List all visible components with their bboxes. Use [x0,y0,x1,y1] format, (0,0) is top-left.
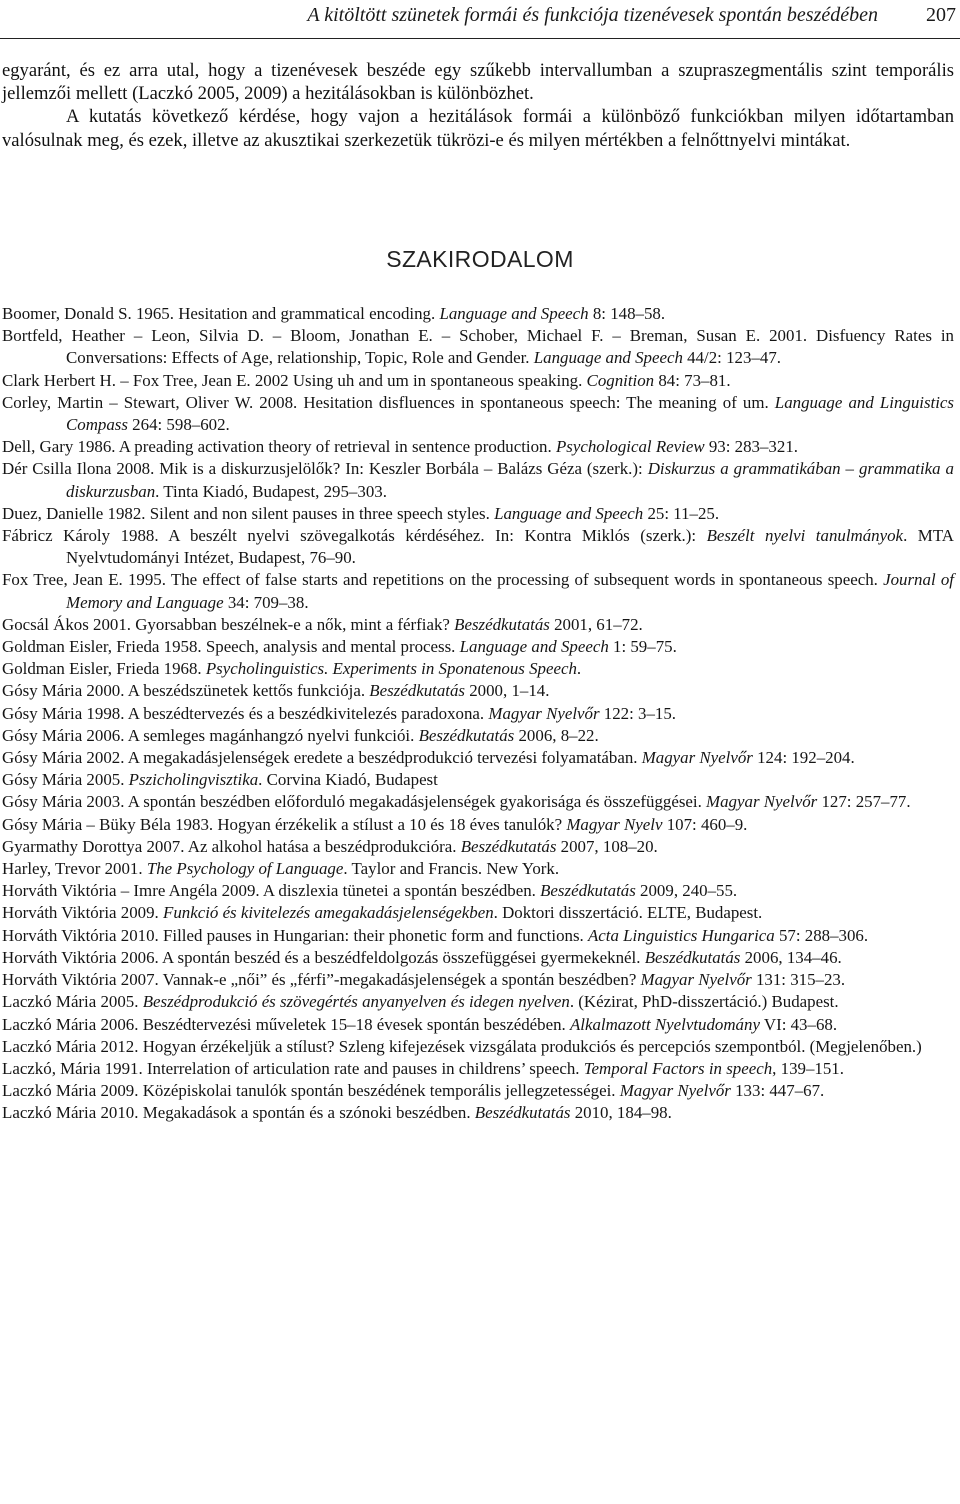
reference-text: 122: 3–15. [599,703,677,723]
reference-list [2,303,954,1125]
reference-text: Gósy Mária 2005. [2,770,129,790]
reference-entry [2,303,954,325]
reference-source: Magyar Nyelvőr [641,748,753,768]
reference-text: Corley, Martin – Stewart, Oliver W. 2008. Hesitation disfluences in spontaneous speech: The meaning of um. [2,392,775,412]
reference-entry [2,1102,954,1124]
reference-source: Acta Linguistics Hungarica [587,925,775,945]
reference-text: Horváth Viktória 2010. Filled pauses in Hungarian: their phonetic form and functions. [2,925,588,945]
reference-entry [2,436,954,458]
reference-text: 2006, 8–22. [514,725,599,745]
reference-text: Gósy Mária 2006. A semleges magánhangzó nyelvi funkciói. [2,725,419,745]
reference-entry [2,814,954,836]
reference-entry [2,1036,954,1058]
reference-entry [2,703,954,725]
reference-text: 2009, 240–55. [635,881,738,901]
reference-text: Gósy Mária 1998. A beszédtervezés és a beszédkivitelezés paradoxona. [2,703,489,723]
reference-text: . (Kézirat, PhD-disszertáció.) Budapest. [569,992,839,1012]
reference-text: 2006, 134–46. [740,947,842,967]
reference-text: 57: 288–306. [774,925,869,945]
reference-text: . Corvina Kiadó, Budapest [258,770,438,790]
reference-text: . Doktori disszertáció. ELTE, Budapest. [493,903,763,923]
reference-text: Laczkó Mária 2006. Beszédtervezési műveletek 15–18 évesek spontán beszédében. [2,1014,570,1034]
reference-entry [2,880,954,902]
reference-entry [2,392,954,436]
reference-text: Goldman Eisler, Frieda 1958. Speech, analysis and mental process. [2,637,460,657]
reference-source: Beszédkutatás [540,881,636,901]
reference-text: Bortfeld, Heather – Leon, Silvia D. – Bloom, Jonathan E. – Schober, Michael F. – Breman, Susan E. 2001. Disfuency Rates in Conversations: Effects of Age, relationship, Topic, Role and Gender. [2,326,954,368]
reference-source: Psychological Review [555,437,705,457]
reference-source: Cognition [586,370,655,390]
reference-entry [2,858,954,880]
reference-source: Magyar Nyelvőr [640,970,752,990]
reference-entry [2,925,954,947]
reference-text: Fábricz Károly 1988. A beszélt nyelvi szövegalkotás kérdéséhez. In: Kontra Miklós (szerk.): [2,526,707,546]
reference-source: Beszélt nyelvi tanulmányok [706,526,904,546]
reference-text: 2010, 184–98. [570,1103,672,1123]
reference-source: Magyar Nyelv [566,814,663,834]
reference-source: Magyar Nyelvőr [488,703,600,723]
reference-source: Diskurzus a grammatikában – grammatika a diskurzusban [66,459,954,501]
reference-text: 2000, 1–14. [465,681,550,701]
reference-text: Gocsál Ákos 2001. Gyorsabban beszélnek-e a nők, mint a férfiak? [2,614,455,634]
reference-text: 264: 598–602. [127,415,230,435]
reference-entry [2,636,954,658]
reference-entry [2,569,954,613]
reference-text: 8: 148–58. [588,304,666,323]
reference-text: Boomer, Donald S. 1965. Hesitation and grammatical encoding. [2,304,440,323]
reference-source: Magyar Nyelvőr [706,792,818,812]
reference-entry [2,902,954,924]
reference-text: Horváth Viktória – Imre Angéla 2009. A diszlexia tünetei a spontán beszédben. [2,881,541,901]
reference-text: 44/2: 123–47. [682,348,781,368]
reference-entry [2,769,954,791]
reference-source: Alkalmazott Nyelvtudomány [569,1014,760,1034]
reference-text: 133: 447–67. [730,1081,825,1101]
reference-entry [2,836,954,858]
reference-source: Funkció és kivitelezés amegakadásjelenségekben [163,903,494,923]
reference-text: Duez, Danielle 1982. Silent and non silent pauses in three speech styles. [2,503,495,523]
reference-text: Laczkó Mária 2005. [2,992,143,1012]
reference-text: 2001, 61–72. [549,614,643,634]
reference-entry [2,1080,954,1102]
reference-source: Beszédkutatás [418,725,515,745]
reference-entry [2,680,954,702]
reference-text: 131: 315–23. [751,970,846,990]
reference-text: . MTA Nyelvtudományi Intézet, Budapest, 76–90. [66,526,954,568]
reference-text: 25: 11–25. [643,503,720,523]
reference-text: Horváth Viktória 2009. [2,903,163,923]
reference-source: Beszédkutatás [474,1103,571,1123]
reference-text: , 139–151. [772,1058,844,1078]
reference-source: Beszédkutatás [454,614,550,634]
reference-entry [2,725,954,747]
running-title: A kitöltött szünetek formái és funkciója tizenévesek spontán beszédében [307,4,878,26]
reference-text: Gyarmathy Dorottya 2007. Az alkohol hatása a beszédprodukcióra. [2,836,461,856]
reference-text: Gósy Mária 2002. A megakadásjelenségek eredete a beszédprodukció tervezési folyamatában. [2,748,642,768]
reference-entry [2,503,954,525]
reference-text: Clark Herbert H. – Fox Tree, Jean E. 2002 Using uh and um in spontaneous speaking. [2,370,587,390]
reference-text: 1: 59–75. [608,637,677,657]
reference-entry [2,1058,954,1080]
reference-text: VI: 43–68. [759,1014,838,1034]
reference-source: Language and Speech [533,348,683,368]
reference-source: Beszédkutatás [644,947,741,967]
reference-entry [2,791,954,813]
reference-text: Laczkó Mária 2012. Hogyan érzékeljük a stílust? Szleng kifejezések vizsgálata produkciós és percepciós szempontból. (Megjelenőben.) [2,1036,922,1056]
reference-source: The Psychology of Language [146,859,344,879]
reference-text: Gósy Mária 2003. A spontán beszédben előforduló megakadásjelenségek gyakorisága és összefüggései. [2,792,707,812]
section-title: SZAKIRODALOM [386,246,574,272]
reference-source: Temporal Factors in speech [583,1058,773,1078]
reference-source: Journal of Memory and Language [66,570,954,612]
reference-source: Psycholinguistics. Experiments in Sponatenous Speech [205,659,577,679]
reference-text: 93: 283–321. [704,437,798,457]
reference-source: Language and Speech [439,304,589,323]
reference-text: Dér Csilla Ilona 2008. Mik is a diskurzusjelölők? In: Keszler Borbála – Balázs Géza (szerk.): [2,459,648,479]
reference-text: Harley, Trevor 2001. [2,859,147,879]
reference-text: 34: 709–38. [223,592,309,612]
reference-entry [2,525,954,569]
reference-entry [2,370,954,392]
reference-text: Fox Tree, Jean E. 1995. The effect of false starts and repetitions on the processing of subsequent words in spontaneous speech. [2,570,884,590]
reference-source: Beszédprodukció és szövegértés anyanyelven és idegen nyelven [142,992,570,1012]
page-number: 207 [926,4,956,26]
reference-source: Language and Speech [459,637,609,657]
body-paragraph: A kutatás következő kérdése, hogy vajon a hezitálások formái a különböző funkciókban milyen időtartamban valósulnak meg, és ezek, illetve az akusztikai szerkezetük tükrözi-e és milyen mértékben a felnőttnyelvi mintákat. [2,106,954,151]
reference-text: 127: 257–77. [817,792,911,812]
reference-text: Goldman Eisler, Frieda 1968. [2,659,206,679]
reference-source: Pszicholingvisztika [128,770,259,790]
running-header [0,0,960,34]
reference-text: Horváth Viktória 2006. A spontán beszéd és a beszédfeldolgozás összefüggései gyermekeknél. [2,947,645,967]
body-paragraph: egyaránt, és ez arra utal, hogy a tizenévesek beszéde egy szűkebb intervallumban a szupraszegmentális szint temporális jellemzői mellett (Laczkó 2005, 2009) a hezitálásokban is különbözhet. [2,60,954,105]
reference-text: Horváth Viktória 2007. Vannak-e „női” és „férfi”-megakadásjelenségek a spontán beszédben? [2,970,641,990]
reference-entry [2,658,954,680]
reference-source: Beszédkutatás [460,836,557,856]
reference-text: Gósy Mária 2000. A beszédszünetek kettős funkciója. [2,681,370,701]
reference-entry [2,991,954,1013]
reference-text: 2007, 108–20. [556,836,658,856]
reference-entry [2,747,954,769]
reference-source: Magyar Nyelvőr [619,1081,731,1101]
reference-text: . [576,659,582,679]
reference-entry [2,969,954,991]
reference-entry [2,458,954,502]
reference-source: Beszédkutatás [369,681,465,701]
reference-entry [2,325,954,369]
reference-text: 84: 73–81. [654,370,731,390]
header-rule [0,38,960,39]
reference-entry [2,947,954,969]
reference-text: . Taylor and Francis. New York. [343,859,560,879]
reference-entry [2,1014,954,1036]
reference-source: Language and Linguistics Compass [66,392,955,435]
reference-text: 107: 460–9. [662,814,748,834]
reference-text: Laczkó, Mária 1991. Interrelation of articulation rate and pauses in childrens’ speech. [2,1058,584,1078]
reference-source: Language and Speech [494,503,644,523]
reference-text: Gósy Mária – Büky Béla 1983. Hogyan érzékelik a stílust a 10 és 18 éves tanulók? [2,814,567,834]
reference-text: Laczkó Mária 2009. Középiskolai tanulók spontán beszédének temporális jellegzetességei. [2,1081,620,1101]
reference-text: . Tinta Kiadó, Budapest, 295–303. [155,481,387,501]
reference-text: Dell, Gary 1986. A preading activation theory of retrieval in sentence production. [2,437,556,457]
reference-entry [2,614,954,636]
reference-text: 124: 192–204. [752,748,855,768]
body-text [2,59,954,152]
reference-text: Laczkó Mária 2010. Megakadások a spontán és a szónoki beszédben. [2,1103,475,1123]
